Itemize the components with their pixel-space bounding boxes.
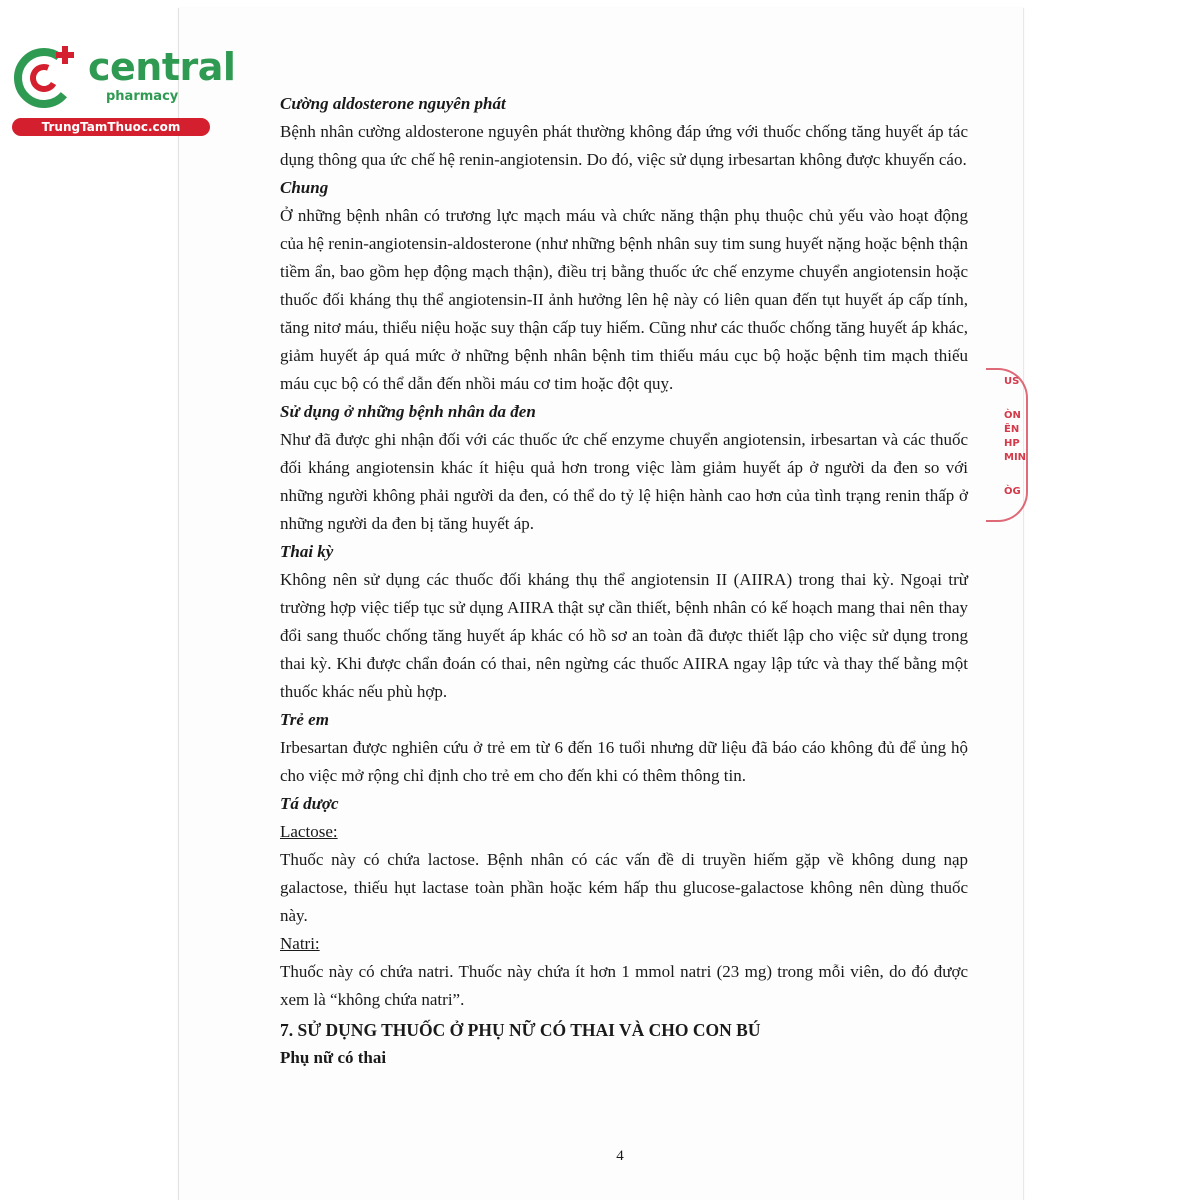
heading-excipients: Tá dược — [280, 794, 339, 813]
heading-primary-aldosteronism: Cường aldosterone nguyên phát — [280, 94, 506, 113]
label-sodium: Natri: — [280, 934, 320, 953]
heading-black-patients: Sử dụng ở những bệnh nhân da đen — [280, 402, 536, 421]
paragraph: Thuốc này có chứa natri. Thuốc này chứa ít hơn 1 mmol natri (23 mg) trong mỗi viên, do đó được xem là “không chứa natri”. — [280, 962, 968, 1009]
page-number: 4 — [616, 1148, 624, 1164]
heading-general: Chung — [280, 178, 329, 197]
subsection-title: Phụ nữ có thai — [280, 1048, 387, 1067]
brand-url-badge[interactable]: TrungTamThuoc.com — [12, 118, 210, 136]
stamp-text: MIN — [1004, 452, 1027, 463]
document-body — [280, 90, 968, 1072]
brand-name: central — [88, 45, 236, 89]
paragraph: Ở những bệnh nhân có trương lực mạch máu và chức năng thận phụ thuộc chủ yếu vào hoạt động của hệ renin-angiotensin-aldosterone (như những bệnh nhân suy tim sung huyết nặng hoặc bệnh thận tiềm ẩn, bao gồm hẹp động mạch thận), điều trị bằng thuốc ức chế enzyme chuyển angiotensin hoặc thuốc đối kháng thụ thể angiotensin-II ảnh hưởng lên hệ này có liên quan đến tụt huyết áp cấp tính, tăng nitơ máu, thiểu niệu hoặc suy thận cấp tuy hiếm. Cũng như các thuốc chống tăng huyết áp khác, giảm huyết áp quá mức ở những bệnh nhân bệnh tim thiếu máu cục bộ hoặc bệnh tim mạch thiếu máu cục bộ có thể dẫn đến nhồi máu cơ tim hoặc đột quỵ. — [280, 206, 968, 393]
heading-pregnancy: Thai kỳ — [280, 542, 334, 561]
stamp-text: ÒN — [1004, 410, 1021, 421]
paragraph: Không nên sử dụng các thuốc đối kháng thụ thể angiotensin II (AIIRA) trong thai kỳ. Ngoại trừ trường hợp việc tiếp tục sử dụng AIIRA thật sự cần thiết, bệnh nhân có kế hoạch mang thai nên thay đổi sang thuốc chống tăng huyết áp khác có hồ sơ an toàn đã được thiết lập cho việc sử dụng trong thai kỳ. Khi được chẩn đoán có thai, nên ngừng các thuốc AIIRA ngay lập tức và thay thế bằng một thuốc khác nếu phù hợp. — [280, 570, 968, 701]
pharmacy-cross-logo-icon — [10, 38, 90, 118]
heading-children: Trẻ em — [280, 710, 329, 729]
label-lactose: Lactose: — [280, 822, 338, 841]
paragraph: Như đã được ghi nhận đối với các thuốc ức chế enzyme chuyển angiotensin, irbesartan và các thuốc đối kháng angiotensin khác ít hiệu quả hơn trong việc làm giảm huyết áp ở người da đen so với những người không phải người da đen, có thể do tỷ lệ hiện hành cao hơn của tình trạng renin thấp ở những người da đen bị tăng huyết áp. — [280, 430, 968, 533]
stamp-text: ÒG — [1004, 486, 1021, 497]
paragraph: Bệnh nhân cường aldosterone nguyên phát thường không đáp ứng với thuốc chống tăng huyết áp tác dụng thông qua ức chế hệ renin-angiotensin. Do đó, việc sử dụng irbesartan không được khuyến cáo. — [280, 122, 968, 169]
paragraph: Thuốc này có chứa lactose. Bệnh nhân có các vấn đề di truyền hiếm gặp về không dung nạp galactose, thiếu hụt lactase toàn phần hoặc kém hấp thu glucose-galactose không nên dùng thuốc này. — [280, 850, 968, 925]
stamp-text: HP — [1004, 438, 1020, 449]
stamp-text: ÊN — [1004, 424, 1020, 435]
paragraph: Irbesartan được nghiên cứu ở trẻ em từ 6 đến 16 tuổi nhưng dữ liệu đã báo cáo không đủ để ủng hộ cho việc mở rộng chỉ định cho trẻ em cho đến khi có thêm thông tin. — [280, 738, 968, 785]
central-pharmacy-logo[interactable] — [10, 38, 236, 138]
brand-subtitle: pharmacy — [106, 89, 179, 104]
section-title: 7. SỬ DỤNG THUỐC Ở PHỤ NỮ CÓ THAI VÀ CHO CON BÚ — [280, 1020, 761, 1040]
red-stamp-fragment — [996, 368, 1032, 518]
stamp-text: US — [1004, 376, 1020, 387]
